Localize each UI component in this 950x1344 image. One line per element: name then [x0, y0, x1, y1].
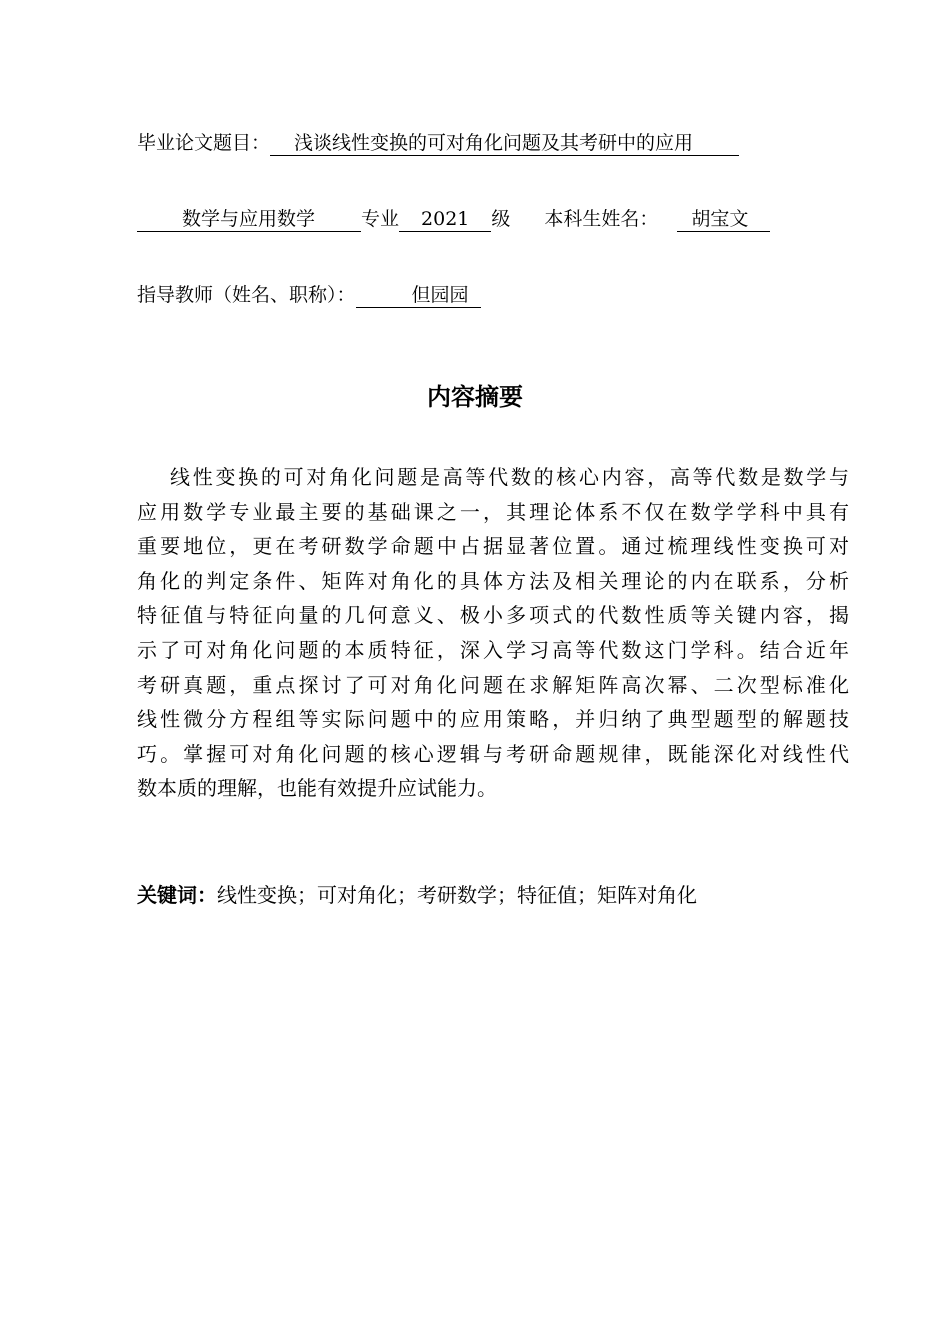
student-name-value: 胡宝文: [677, 208, 770, 232]
keywords-label: 关键词：: [137, 883, 217, 907]
year-value: 2021: [399, 208, 491, 232]
abstract-line: 特征值与特征向量的几何意义、极小多项式的代数性质等关键内容，揭: [137, 603, 849, 628]
abstract-line: 数本质的理解，也能有效提升应试能力。: [137, 776, 497, 801]
student-name-label: 本科生姓名：: [544, 208, 659, 230]
advisor-label: 指导教师（姓名、职称）：: [137, 284, 356, 306]
abstract-line: 考研真题，重点探讨了可对角化问题在求解矩阵高次幂、二次型标准化: [137, 672, 849, 697]
keywords-value: 线性变换；可对角化；考研数学；特征值；矩阵对角化: [217, 883, 697, 907]
abstract-line: 线性变换的可对角化问题是高等代数的核心内容，高等代数是数学与: [170, 465, 849, 489]
abstract-line: 应用数学专业最主要的基础课之一，其理论体系不仅在数学学科中具有: [137, 499, 849, 524]
student-info-row: [137, 207, 770, 232]
abstract-line: 巧。掌握可对角化问题的核心逻辑与考研命题规律，既能深化对线性代: [137, 741, 849, 766]
abstract-line: 角化的判定条件、矩阵对角化的具体方法及相关理论的内在联系，分析: [137, 568, 849, 593]
abstract-line: 示了可对角化问题的本质特征，深入学习高等代数这门学科。结合近年: [137, 637, 849, 662]
abstract-line: 重要地位，更在考研数学命题中占据显著位置。通过梳理线性变换可对: [137, 534, 849, 559]
thesis-title-label: 毕业论文题目：: [137, 132, 271, 154]
thesis-title-value: 浅谈线性变换的可对角化问题及其考研中的应用: [270, 132, 739, 156]
major-suffix: 专业: [361, 208, 400, 230]
year-suffix: 级: [491, 208, 511, 230]
thesis-title-row: [137, 131, 739, 156]
keywords-row: [137, 882, 697, 908]
major-value: 数学与应用数学: [137, 208, 361, 232]
advisor-value: 但园园: [356, 284, 481, 308]
abstract-line: 线性微分方程组等实际问题中的应用策略，并归纳了典型题型的解题技: [137, 707, 849, 732]
advisor-row: [137, 283, 481, 308]
abstract-heading: 内容摘要: [427, 383, 523, 411]
abstract-body: [137, 460, 849, 806]
